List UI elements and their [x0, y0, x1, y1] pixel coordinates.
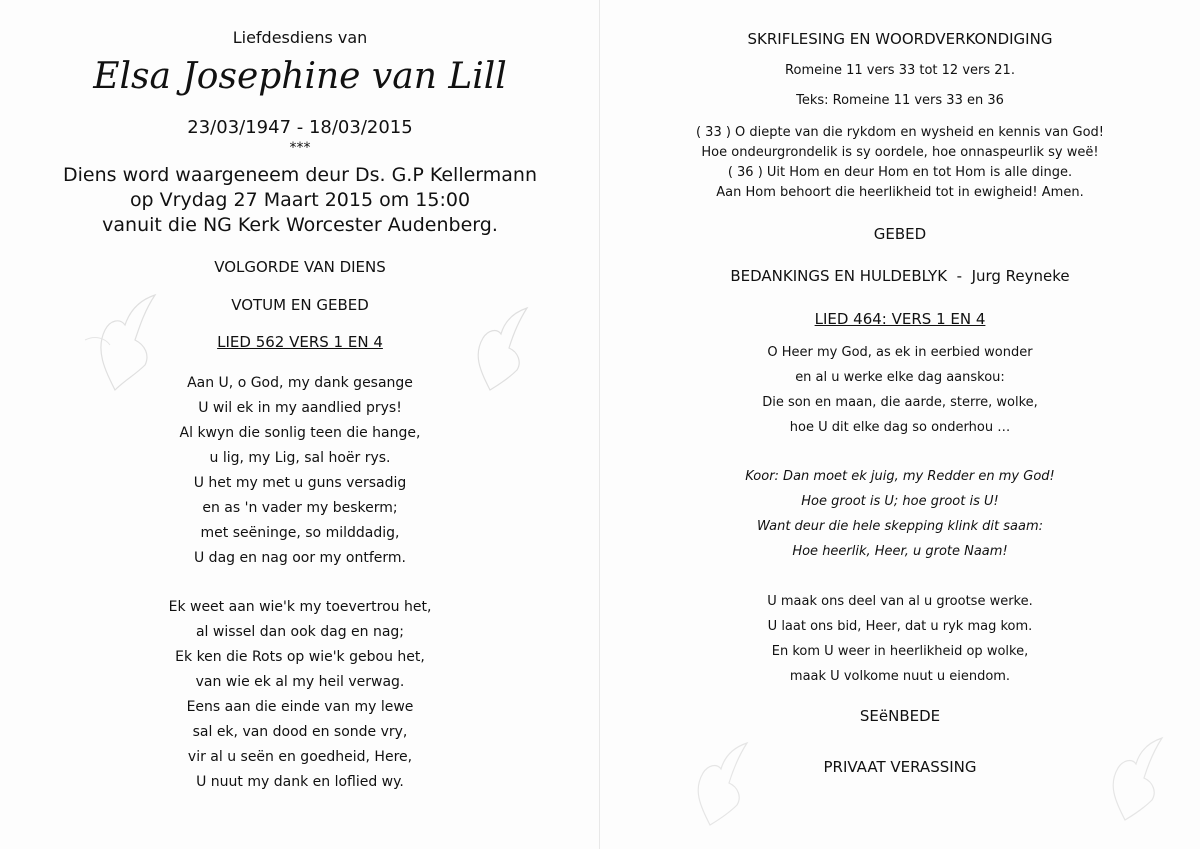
- verse-line: vir al u seën en goedheid, Here,: [187, 749, 413, 765]
- verse-line: u lig, my Lig, sal hoër rys.: [209, 450, 391, 466]
- intro-text: Liefdesdiens van: [232, 28, 368, 47]
- passage-line: ( 36 ) Uit Hom en deur Hom en tot Hom is alle dinge.: [727, 165, 1073, 180]
- scripture-heading: SKRIFLESING EN WOORDVERKONDIGING: [747, 30, 1053, 48]
- verse-line: Ek ken die Rots op wie'k gebou het,: [175, 649, 425, 665]
- separator-stars: ***: [289, 140, 311, 156]
- service-line-2: op Vrydag 27 Maart 2015 om 15:00: [129, 189, 471, 211]
- verse-line: Ek weet aan wie'k my toevertrou het,: [168, 599, 432, 615]
- verse-line: U dag en nag oor my ontferm.: [193, 550, 406, 566]
- verse-line: al wissel dan ook dag en nag;: [195, 624, 405, 640]
- hymn-464-title: LIED 464: VERS 1 EN 4: [814, 310, 986, 328]
- chorus-line: Hoe groot is U; hoe groot is U!: [801, 494, 999, 509]
- dove-icon: [675, 735, 755, 835]
- right-page: [600, 0, 1200, 849]
- thanks-heading: BEDANKINGS EN HULDEBLYK: [730, 267, 948, 285]
- text-reference: Teks: Romeine 11 vers 33 en 36: [796, 93, 1004, 108]
- dove-icon: [75, 290, 165, 400]
- thanks-line: [600, 267, 1200, 285]
- service-line-3: vanuit die NG Kerk Worcester Audenberg.: [102, 214, 498, 236]
- prayer-heading: GEBED: [873, 225, 927, 243]
- verse-line: hoe U dit elke dag so onderhou …: [789, 420, 1011, 435]
- order-heading: VOLGORDE VAN DIENS: [214, 258, 386, 276]
- passage-line: Aan Hom behoort die heerlikheid tot in ewigheid! Amen.: [716, 185, 1084, 200]
- passage-line: ( 33 ) O diepte van die rykdom en wysheid en kennis van God!: [695, 125, 1105, 140]
- verse-line: van wie ek al my heil verwag.: [195, 674, 405, 690]
- dove-icon: [455, 300, 535, 400]
- verse-line: O Heer my God, as ek in eerbied wonder: [767, 345, 1033, 360]
- verse-line: U nuut my dank en loflied wy.: [196, 774, 404, 790]
- verse-line: maak U volkome nuut u eiendom.: [789, 669, 1011, 684]
- blessing-heading: SEëNBEDE: [859, 707, 941, 725]
- deceased-name: Elsa Josephine van Lill: [93, 56, 507, 97]
- service-line-1: Diens word waargeneem deur Ds. G.P Kellermann: [62, 164, 538, 186]
- life-dates: 23/03/1947 - 18/03/2015: [187, 117, 413, 138]
- verse-line: en al u werke elke dag aanskou:: [795, 370, 1005, 385]
- verse-line: met seëninge, so milddadig,: [200, 525, 400, 541]
- verse-line: Aan U, o God, my dank gesange: [187, 375, 413, 391]
- verse-line: en as 'n vader my beskerm;: [202, 500, 398, 516]
- thanks-separator: -: [956, 267, 963, 285]
- thanks-speaker: Jurg Reyneke: [971, 267, 1070, 285]
- chorus-line: Koor: Dan moet ek juig, my Redder en my God!: [745, 469, 1055, 484]
- hymn-562-title: LIED 562 VERS 1 EN 4: [217, 333, 383, 351]
- verse-line: Eens aan die einde van my lewe: [186, 699, 414, 715]
- verse-line: Al kwyn die sonlig teen die hange,: [179, 425, 421, 441]
- verse-line: U maak ons deel van al u grootse werke.: [767, 594, 1033, 609]
- verse-line: Die son en maan, die aarde, sterre, wolke,: [762, 395, 1038, 410]
- cremation-heading: PRIVAAT VERASSING: [823, 758, 977, 776]
- verse-line: U wil ek in my aandlied prys!: [198, 400, 402, 416]
- chorus-line: Want deur die hele skepping klink dit saam:: [756, 519, 1044, 534]
- scripture-reading: Romeine 11 vers 33 tot 12 vers 21.: [785, 63, 1015, 78]
- verse-line: sal ek, van dood en sonde vry,: [192, 724, 408, 740]
- votum-heading: VOTUM EN GEBED: [231, 296, 369, 314]
- verse-line: U laat ons bid, Heer, dat u ryk mag kom.: [767, 619, 1033, 634]
- passage-line: Hoe ondeurgrondelik is sy oordele, hoe onnaspeurlik sy weë!: [701, 145, 1099, 160]
- chorus-line: Hoe heerlik, Heer, u grote Naam!: [792, 544, 1008, 559]
- dove-icon: [1090, 730, 1170, 830]
- verse-line: En kom U weer in heerlikheid op wolke,: [771, 644, 1029, 659]
- verse-line: U het my met u guns versadig: [193, 475, 407, 491]
